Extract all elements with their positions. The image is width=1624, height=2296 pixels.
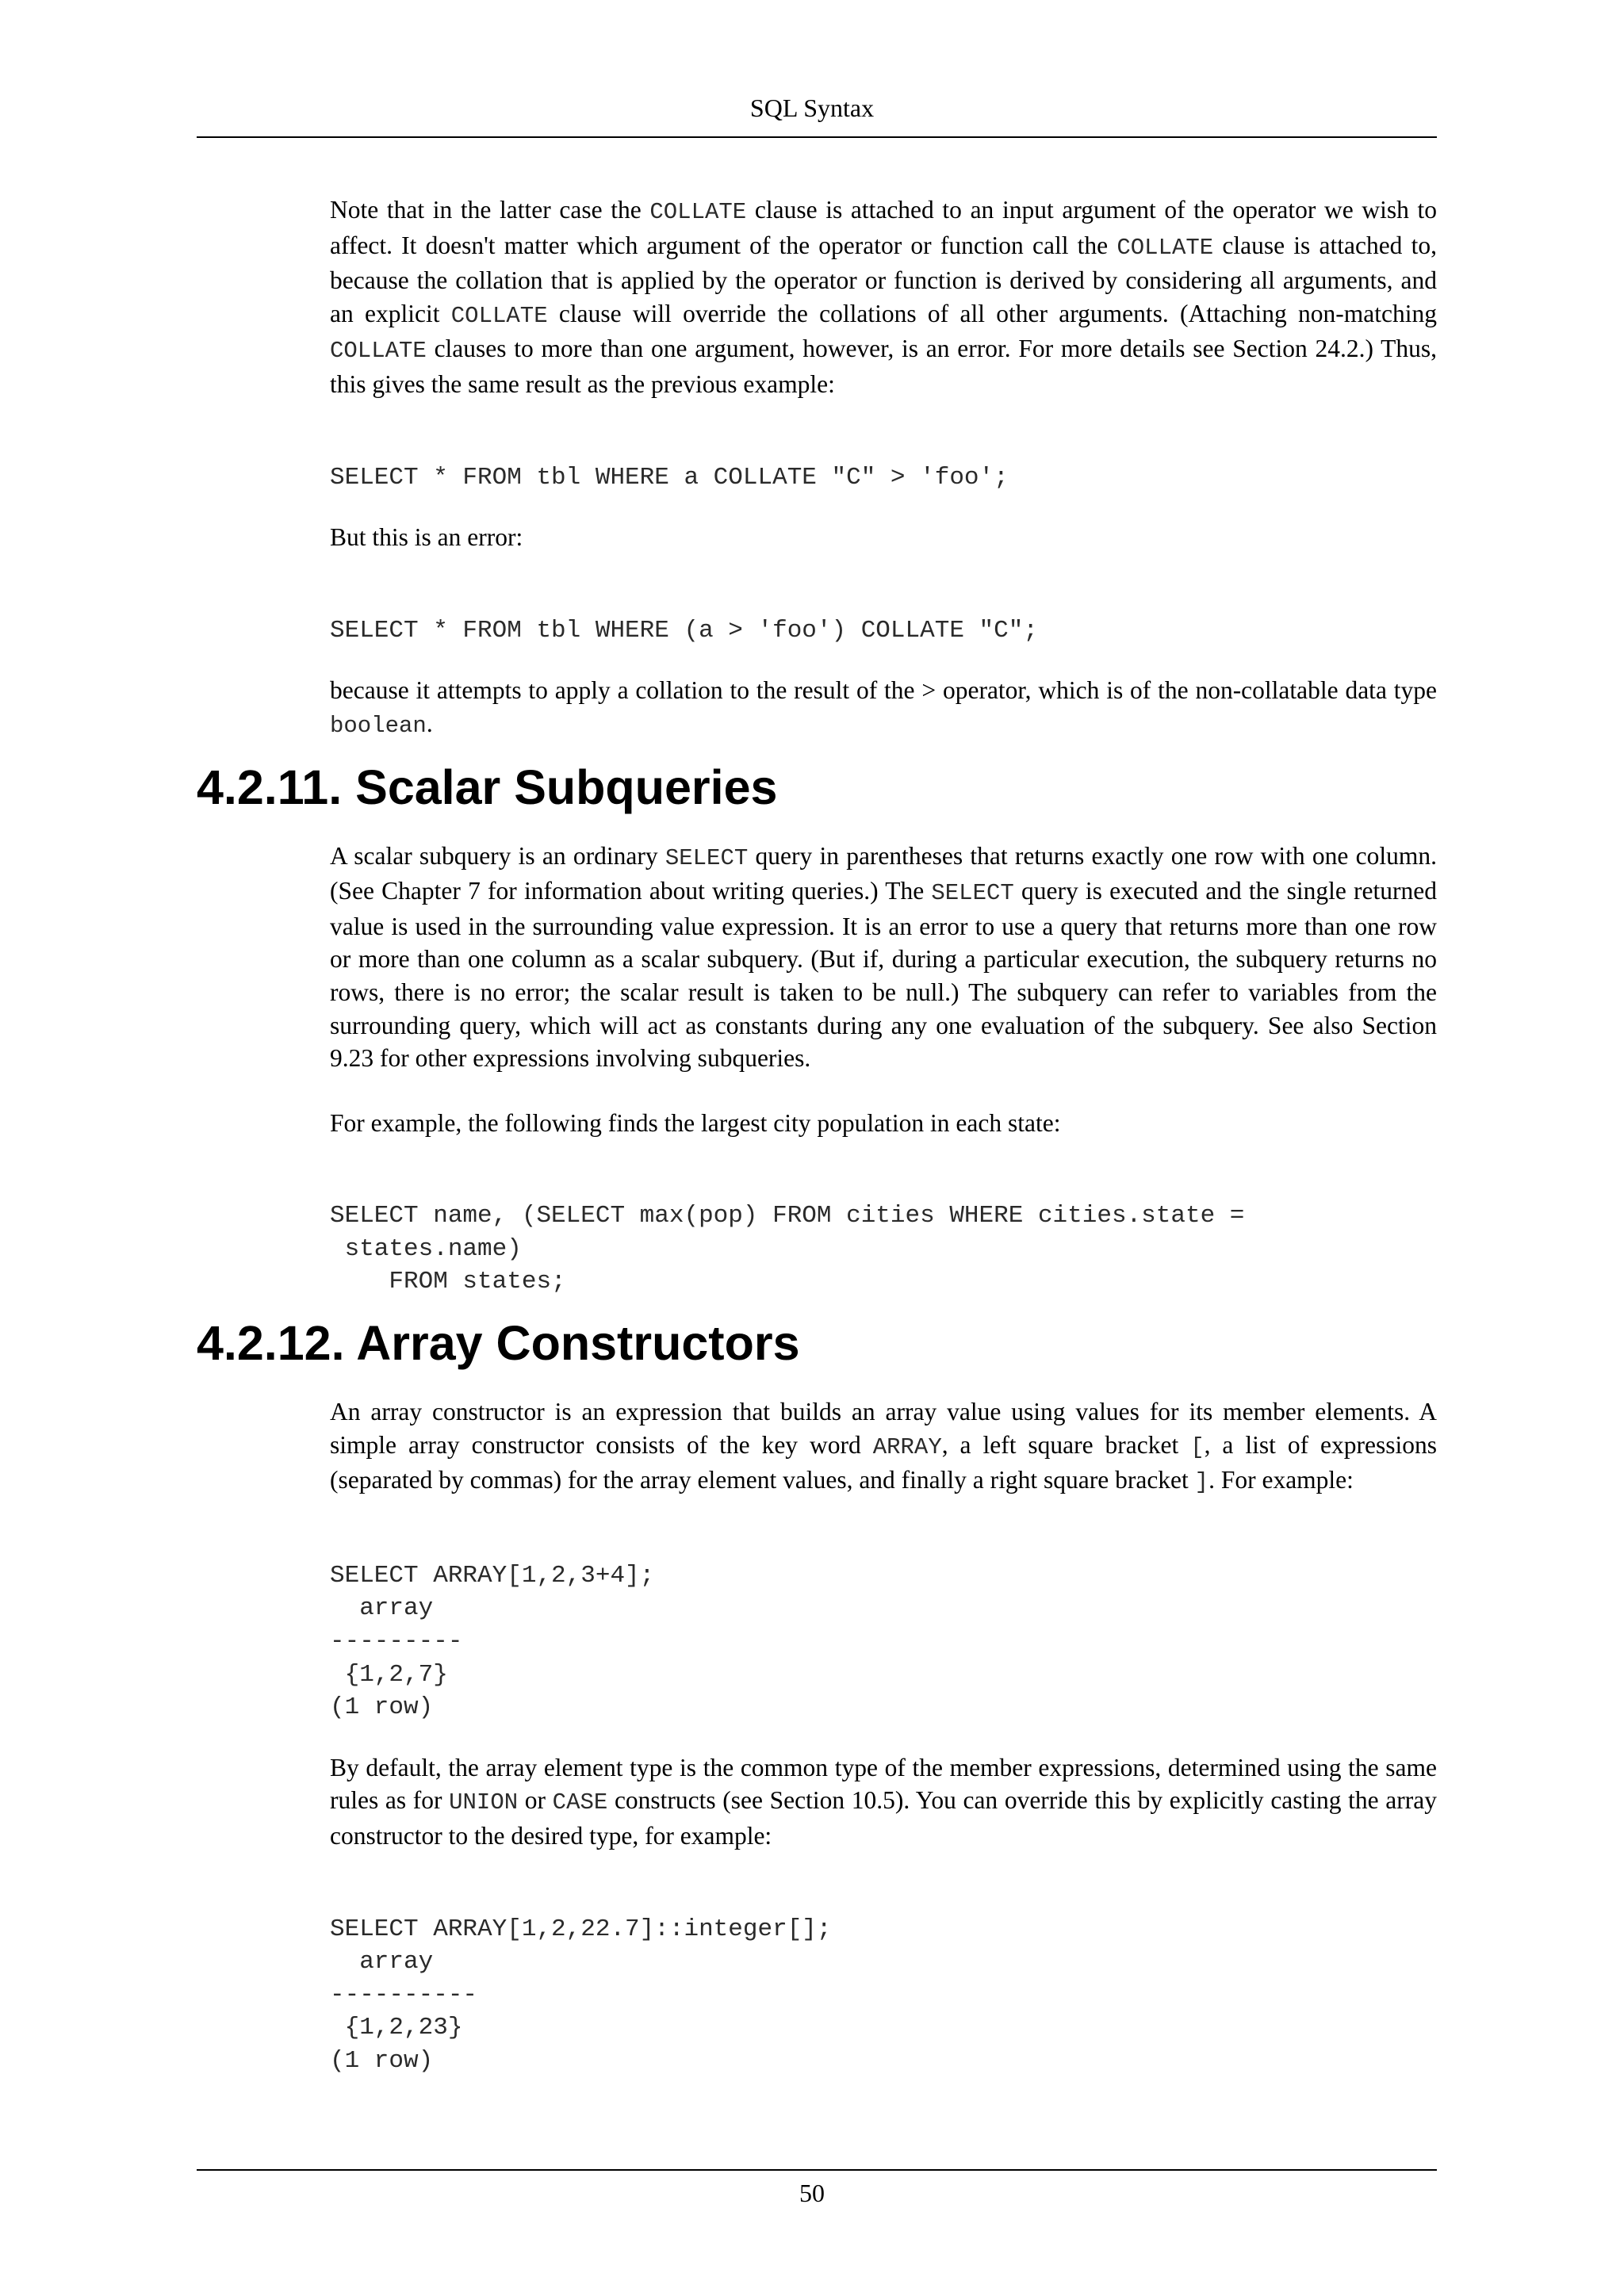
scalar-paragraph-definition: [330, 840, 1437, 1075]
code-example-array-cast: SELECT ARRAY[1,2,22.7]::integer[]; array ---------- {1,2,23} (1 row): [330, 1915, 832, 2075]
intro-paragraph-boolean: [330, 674, 1437, 742]
scalar-subqueries-block: [330, 840, 1437, 1299]
inline-code: [: [1190, 1433, 1205, 1460]
array-constructors-block: [330, 1395, 1437, 2078]
text-run: constructs (see Section 10.5). You can override this by explicitly casting the array constructor to the desired type, for example:: [330, 1786, 1437, 1850]
scalar-paragraph-example: For example, the following finds the largest city population in each state:: [330, 1108, 1061, 1137]
footer-rule: [197, 2169, 1437, 2171]
page-number: 50: [799, 2179, 825, 2207]
code-example-scalar-subquery: SELECT name, (SELECT max(pop) FROM cities WHERE cities.state = states.name) FROM states;: [330, 1202, 1245, 1296]
section-heading-scalar-subqueries: 4.2.11. Scalar Subqueries: [197, 760, 778, 814]
text-run: By default, the array element type is the common type of the member expressions, determined using the same rules as for: [330, 1753, 1437, 1815]
text-run: An array constructor is an expression that builds an array value using values for its member elements. A simple array constructor consists of the key word: [330, 1398, 1437, 1459]
text-run: clauses to more than one argument, however, is an error. For more details see Section 24.2.) Thus, this gives the same result as the previous example:: [330, 335, 1437, 398]
text-run: Note that in the latter case the: [330, 196, 650, 224]
code-example-array-basic: SELECT ARRAY[1,2,3+4]; array --------- {1,2,7} (1 row): [330, 1561, 655, 1722]
text-run: .: [426, 709, 433, 737]
code-example-collate-error: SELECT * FROM tbl WHERE (a > 'foo') COLLATE "C";: [330, 616, 1038, 645]
text-run: or: [518, 1786, 553, 1815]
text-run: because it attempts to apply a collation to the result of the > operator, which is of the non-collatable data type: [330, 676, 1437, 705]
header-rule: [197, 136, 1437, 138]
text-run: , a list of expressions (separated by commas) for the array element values, and finally a right square bracket: [330, 1430, 1437, 1494]
page-content: [0, 193, 1624, 2078]
inline-code: SELECT: [931, 880, 1014, 907]
inline-code: ]: [1194, 1469, 1209, 1496]
inline-code: COLLATE: [450, 302, 548, 329]
inline-code: CASE: [552, 1789, 608, 1816]
intro-paragraph-error: But this is an error:: [330, 523, 523, 552]
inline-code: SELECT: [665, 844, 749, 871]
running-header: SQL Syntax: [749, 94, 875, 122]
text-run: , a left square bracket: [941, 1430, 1191, 1459]
text-run: A scalar subquery is an ordinary: [330, 841, 665, 870]
inline-code: COLLATE: [330, 338, 427, 365]
intro-paragraph-collate: [330, 193, 1437, 401]
array-paragraph-definition: [330, 1395, 1437, 1499]
text-run: query in parentheses that returns exactly one row with one column. (See Chapter 7 for information about writing queries.) The: [330, 841, 1437, 905]
inline-code: COLLATE: [1116, 234, 1214, 261]
section-heading-array-constructors: 4.2.12. Array Constructors: [197, 1316, 800, 1371]
code-example-collate-valid: SELECT * FROM tbl WHERE a COLLATE "C" > 'foo';: [330, 463, 1009, 492]
intro-block: [330, 193, 1437, 743]
text-run: . For example:: [1208, 1466, 1354, 1494]
text-run: query is executed and the single returned value is used in the surrounding value expression. It is an error to use a query that returns more than one row or more than one column as a scalar subquery. (But if, during a particular execution, the subquery returns no rows, there is no error; the scalar result is taken to be null.) The subquery can refer to variables from the surrounding query, which will act as constants during any one evaluation of the subquery. See also Section 9.23 for other expressions involving subqueries.: [330, 877, 1437, 1073]
text-run: clause is attached to an input argument of the operator we wish to affect. It doesn't matter which argument of the operator or function call the: [330, 196, 1438, 259]
inline-code: COLLATE: [649, 199, 747, 225]
text-run: clause is attached to, because the collation that is applied by the operator or function is derived by considering all arguments, and an explicit: [330, 231, 1437, 327]
inline-code: ARRAY: [872, 1433, 942, 1460]
array-paragraph-cast: [330, 1751, 1437, 1853]
inline-code: UNION: [449, 1789, 519, 1816]
text-run: clause will override the collations of all other arguments. (Attaching non-matching: [547, 299, 1437, 327]
inline-code: boolean: [330, 712, 427, 739]
